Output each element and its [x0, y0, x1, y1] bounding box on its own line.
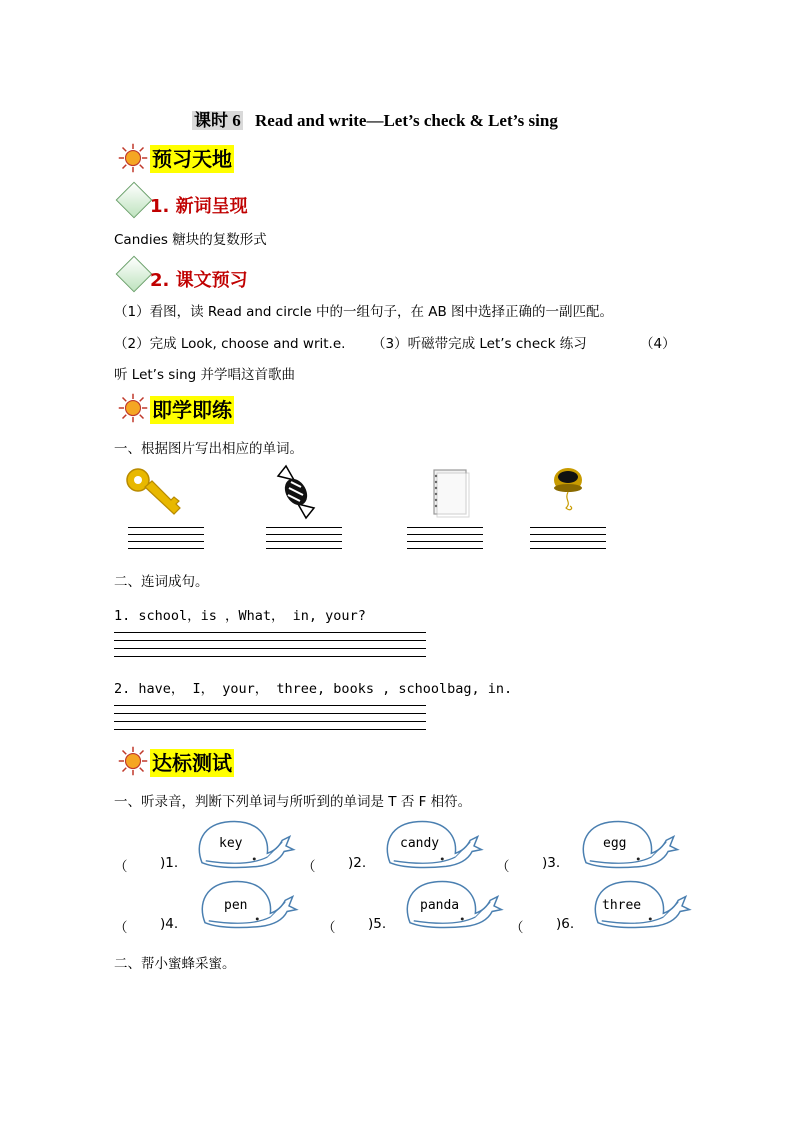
sun-icon: [118, 746, 148, 776]
practice-q2: 二、连词成句。: [114, 574, 209, 590]
answer-paren[interactable]: （: [302, 859, 316, 875]
lesson-title: Read and write—Let’s check & Let’s sing: [255, 111, 558, 130]
lesson-number: 课时 6: [194, 111, 241, 130]
answer-lines[interactable]: [114, 632, 426, 664]
new-words-heading: 1. 新词呈现: [150, 196, 248, 217]
whale-word: candy: [400, 836, 440, 851]
whale-icon: [576, 816, 680, 872]
item-number: )3.: [542, 855, 561, 871]
candy-icon: [272, 462, 320, 522]
text-preview-line2a: （2）完成 Look, choose and writ.e.: [114, 336, 346, 352]
writing-lines[interactable]: [128, 527, 204, 555]
writing-lines[interactable]: [266, 527, 342, 555]
item-number: )1.: [160, 855, 179, 871]
answer-lines[interactable]: [114, 705, 426, 737]
writing-lines[interactable]: [530, 527, 606, 555]
answer-paren[interactable]: （: [496, 859, 510, 875]
text-preview-heading: 2. 课文预习: [150, 270, 248, 291]
answer-paren[interactable]: （: [114, 859, 128, 875]
practice-q1: 一、根据图片写出相应的单词。: [114, 441, 303, 457]
notebook-icon: [428, 466, 472, 522]
text-preview-line2c: （4）: [640, 336, 676, 352]
sentence-2: 2. have， I， your， three, books , schoolbag, in.: [114, 681, 513, 697]
test-q1: 一、听录音，判断下列单词与所听到的单词是 T 否 F 相符。: [114, 794, 472, 810]
text-preview-line2b: （3）听磁带完成 Let’s check 练习: [372, 336, 587, 352]
answer-paren[interactable]: （: [510, 920, 524, 936]
text-preview-line1: （1）看图，读 Read and circle 中的一组句子，在 AB 图中选择正确的一副匹配。: [114, 304, 614, 320]
new-words-line: Candies 糖块的复数形式: [114, 232, 267, 248]
diamond-icon: [116, 182, 153, 219]
sentence-1: 1. school，is ，What， in, your?: [114, 608, 366, 624]
item-number: )2.: [348, 855, 367, 871]
page-title: [192, 106, 558, 131]
text-preview-line3: 听 Let’s sing 并学唱这首歌曲: [114, 367, 295, 383]
whale-icon: [192, 816, 296, 872]
sun-icon: [118, 143, 148, 173]
whale-word: panda: [420, 898, 460, 913]
item-number: )4.: [160, 916, 179, 932]
section-preview-label: 预习天地: [152, 147, 232, 171]
sun-icon: [118, 393, 148, 423]
test-q2: 二、帮小蜜蜂采蜜。: [114, 956, 236, 972]
section-test-label: 达标测试: [152, 751, 232, 775]
pot-icon: [548, 462, 588, 518]
whale-word: key: [219, 836, 243, 851]
key-icon: [124, 466, 184, 520]
whale-word: pen: [224, 898, 248, 913]
item-number: )6.: [556, 916, 575, 932]
section-practice-label: 即学即练: [152, 398, 232, 422]
whale-word: egg: [603, 836, 627, 851]
answer-paren[interactable]: （: [114, 920, 128, 936]
item-number: )5.: [368, 916, 387, 932]
whale-word: three: [602, 898, 642, 913]
writing-lines[interactable]: [407, 527, 483, 555]
diamond-icon: [116, 256, 153, 293]
answer-paren[interactable]: （: [322, 920, 336, 936]
